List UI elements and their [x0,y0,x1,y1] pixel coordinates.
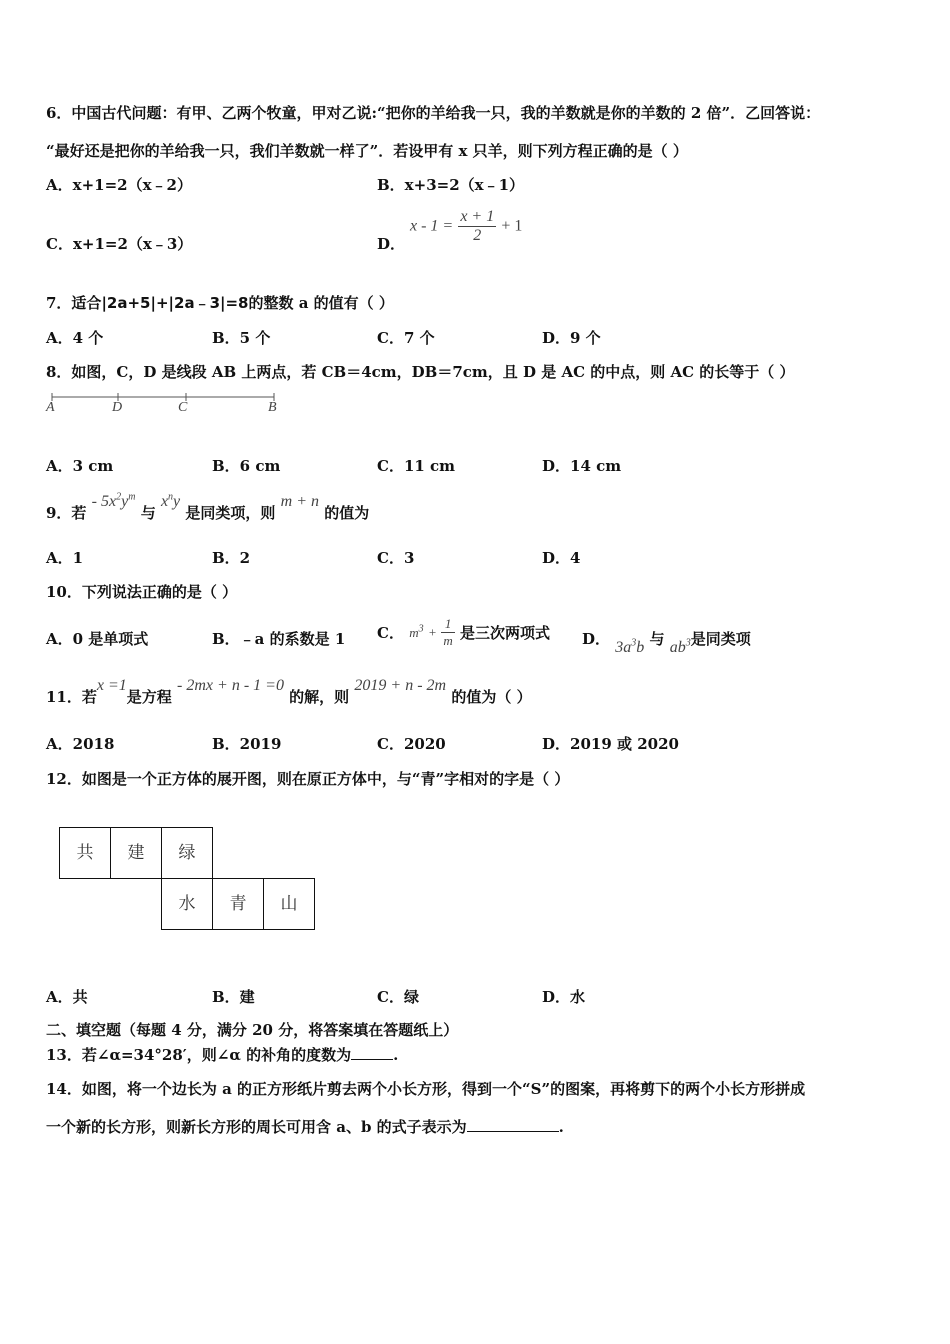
q9-term2-x: x [160,493,169,510]
q10-option-b: B．﹣a 的系数是 1 [212,630,346,648]
q11-option-b: B．2019 [212,735,282,753]
q10-d-term2-sup: 3 [685,637,691,649]
q9-term1-y: y [121,493,129,510]
q11-option-d: D．2019 或 2020 [542,735,679,753]
q12-option-d: D．水 [542,988,586,1006]
q9-term1-coef: - 5x [91,493,117,510]
q10-c-m [409,625,423,640]
q6-option-d-label: D． [377,235,406,253]
q6-option-a: A．x+1=2（x﹣2） [46,176,192,194]
q7-option-d: D．9 个 [542,329,601,347]
q7-option-c: C．7 个 [377,329,435,347]
q10-d-suffix: 是同类项 [690,630,751,648]
q14-stem-line2 [46,1116,564,1137]
q10-d-term1-sup: 3 [631,637,637,649]
q14-stem-line1: 14．如图，将一个边长为 a 的正方形纸片剪去两个小长方形，得到一个“S”的图案，再将剪下的两个小长方形拼成 [46,1080,806,1098]
label-point-c: C [178,400,188,415]
q7-stem [46,292,394,313]
q10-c-denominator: m [443,633,453,648]
q11-prefix: 11．若 [46,688,97,706]
q8-option-d: D．14 cm [542,457,622,475]
q10-c-suffix: 是三次两项式 [460,624,551,642]
q9-option-c: C．3 [377,549,415,567]
q9-mid: 与 [140,504,156,522]
q9-option-d: D．4 [542,549,581,567]
q7-expression: |2a+5|+|2a﹣3|=8 [101,294,249,312]
q6-stem-line1: 6．中国古代问题：有甲、乙两个牧童，甲对乙说:“把你的羊给我一只，我的羊数就是你的羊数的 2 倍”．乙回答说： [46,104,821,122]
q9-term2-sup: n [168,491,174,503]
q9-option-b: B．2 [212,549,251,567]
q10-d-term2 [670,639,691,656]
q8-option-a: A．3 cm [46,457,114,475]
q9-suffix: 的值为 [324,504,370,522]
q12-option-a: A．共 [46,988,88,1006]
net-cell-qing: 青 [212,878,264,930]
net-cell-gong: 共 [59,827,111,879]
q11-option-c: C．2020 [377,735,446,753]
q14-answer-blank[interactable] [467,1117,559,1132]
q9-term2-y: y [173,493,181,510]
label-point-d: D [112,400,123,415]
q10-option-c [377,616,550,649]
q6-d-right: + 1 [501,217,523,235]
label-point-a: A [46,400,55,415]
q11-equation: - 2mx + n - 1 =0 [177,677,284,694]
net-cell-shui: 水 [161,878,213,930]
q7-option-a: A．4 个 [46,329,104,347]
q10-option-d [582,628,751,656]
q9-term1-sup2: m [128,491,136,503]
q11-option-a: A．2018 [46,735,115,753]
q6-d-numerator: x + 1 [460,208,495,225]
q10-d-term1-base: 3a [615,639,632,656]
q13-text: 13．若∠α=34°28′，则∠α 的补角的度数为 [46,1046,352,1064]
q10-option-a: A．0 是单项式 [46,630,149,648]
q10-c-m-sup: 3 [418,623,424,635]
q10-c-numerator: 1 [441,616,454,633]
q9-expression: m + n [280,493,319,510]
q7-option-b: B．5 个 [212,329,271,347]
q10-c-label: C． [377,624,404,642]
q10-d-mid: 与 [649,630,665,648]
q9-prefix: 9．若 [46,504,87,522]
q11-mid: 是方程 [126,688,172,706]
q13-stem [46,1044,398,1065]
q9-term1-sup1: 2 [116,491,122,503]
net-cell-shan: 山 [263,878,315,930]
q9-mid2: 是同类项，则 [185,504,276,522]
q13-end: . [393,1046,399,1064]
q6-option-b: B．x+3=2（x﹣1） [377,176,525,194]
label-point-b: B [268,400,277,415]
q14-end: . [558,1118,564,1136]
q10-c-m-base: m [409,625,419,641]
q13-answer-blank[interactable] [351,1045,393,1060]
q10-d-term2-base: ab [669,639,686,656]
q8-stem: 8．如图，C，D 是线段 AB 上两点，若 CB＝4cm，DB＝7cm，且 D 是 AC 的中点，则 AC 的长等于（ ） [46,363,795,381]
q9-term2 [161,493,180,510]
net-cell-jian: 建 [110,827,162,879]
q6-stem-line2: “最好还是把你的羊给我一只，我们羊数就一样了”．若设甲有 x 只羊，则下列方程正确的是（ ） [46,142,688,160]
q10-stem: 10．下列说法正确的是（ ） [46,583,238,601]
q8-option-c: C．11 cm [377,457,456,475]
q10-c-plus: + [428,624,437,640]
q7-suffix: 的整数 a 的值有（ ） [248,294,394,312]
q12-option-b: B．建 [212,988,255,1006]
q6-d-fraction [458,208,496,245]
net-cell-lv: 绿 [161,827,213,879]
q9-stem [46,490,370,522]
q6-option-c: C．x+1=2（x﹣3） [46,235,193,253]
q11-mid2: 的解，则 [289,688,350,706]
q12-stem: 12．如图是一个正方体的展开图，则在原正方体中，与“青”字相对的字是（ ） [46,770,570,788]
q11-expression: 2019 + n - 2m [354,677,447,694]
q10-d-label: D． [582,630,611,648]
q9-term1 [92,493,136,510]
q10-c-fraction [441,616,454,649]
q6-d-denominator: 2 [473,227,482,244]
q10-d-term1 [615,639,644,656]
q7-prefix: 7．适合 [46,294,102,312]
q9-option-a: A．1 [46,549,84,567]
q11-suffix: 的值为（ ） [451,688,532,706]
q14-text: 一个新的长方形，则新长方形的周长可用含 a、b 的式子表示为 [46,1118,467,1136]
q6-option-d-equation [410,208,522,245]
section-heading-fill-in: 二、填空题（每题 4 分，满分 20 分，将答案填在答题纸上） [46,1021,459,1039]
q8-line-segment-figure [46,388,286,418]
q6-d-left: x - 1 = [410,217,454,235]
q10-d-term1-b: b [636,639,645,656]
q12-option-c: C．绿 [377,988,419,1006]
q11-stem [46,674,532,706]
q11-condition: x =1 [96,677,127,694]
q8-option-b: B．6 cm [212,457,281,475]
